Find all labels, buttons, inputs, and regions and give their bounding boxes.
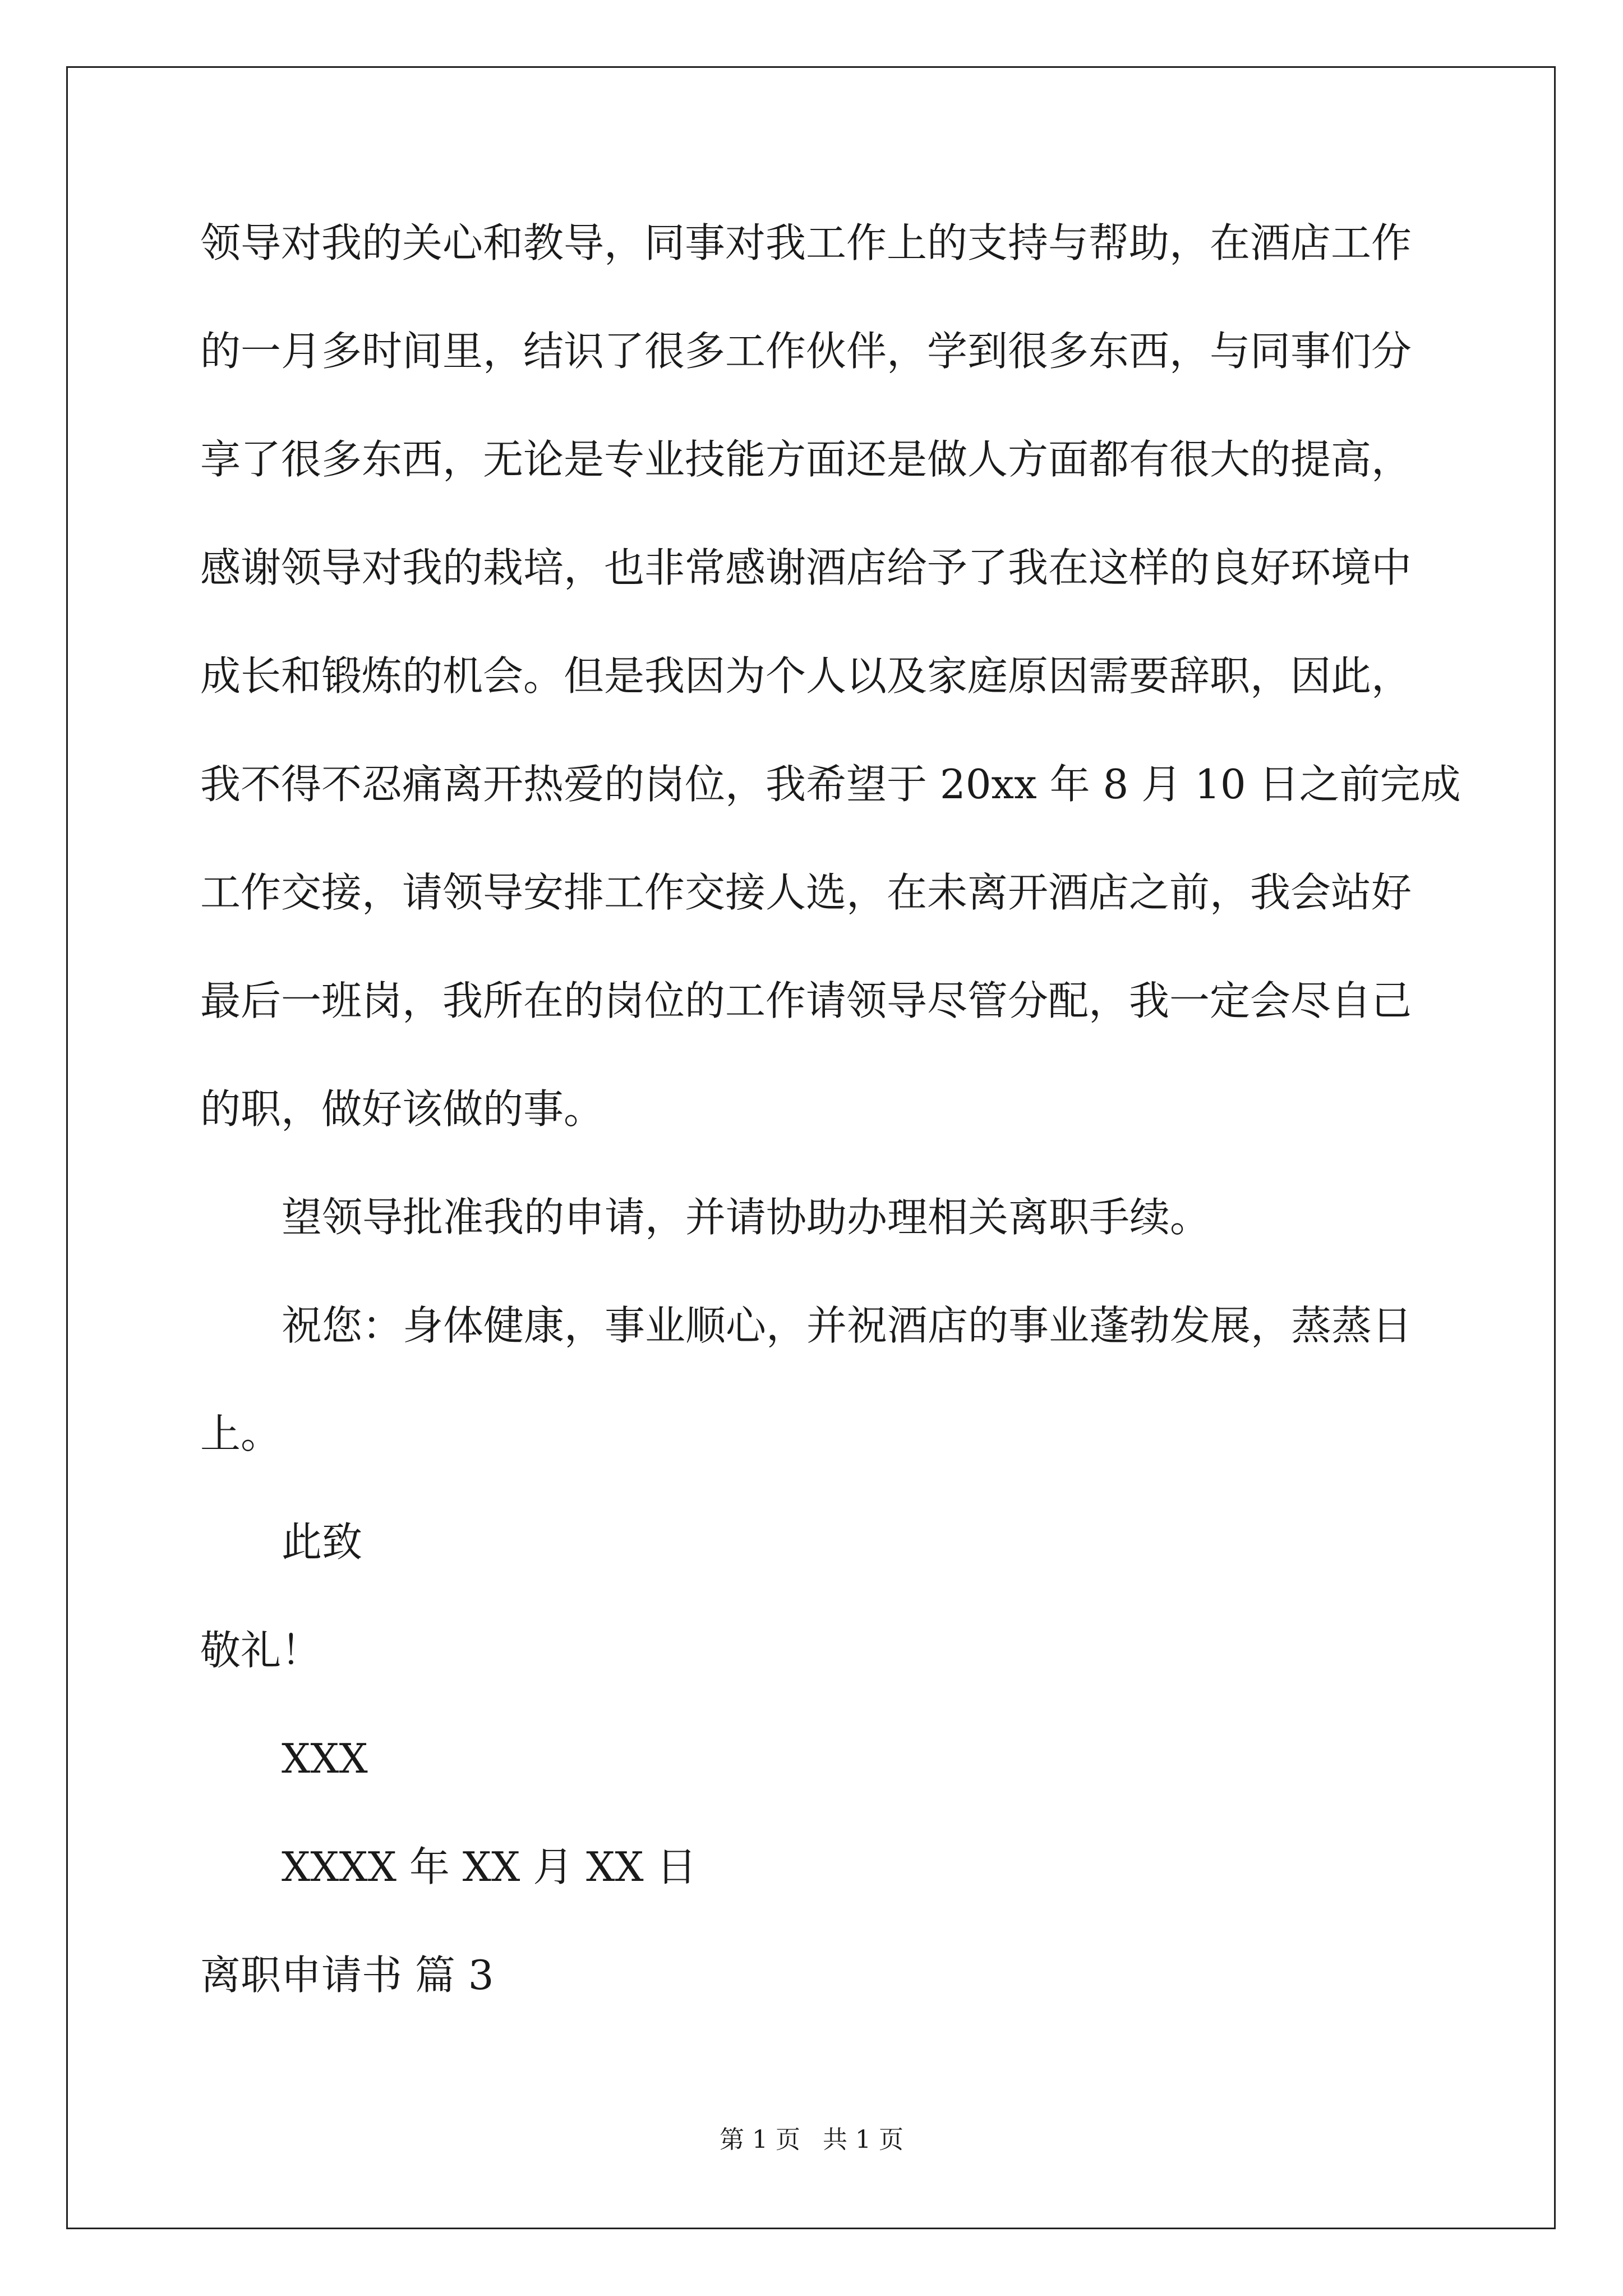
body-line: 工作交接，请领导安排工作交接人选，在未离开酒店之前，我会站好 bbox=[200, 869, 1412, 916]
request-paragraph: 望领导批准我的申请，并请协助办理相关离职手续。 bbox=[282, 1194, 1211, 1241]
salute-phrase: 敬礼！ bbox=[200, 1627, 322, 1674]
letter-date: XXXX 年 XX 月 XX 日 bbox=[282, 1843, 697, 1890]
signature: XXX bbox=[282, 1735, 368, 1782]
next-section-heading: 离职申请书 篇 3 bbox=[200, 1952, 494, 1999]
closing-phrase: 此致 bbox=[282, 1519, 363, 1566]
page-footer bbox=[0, 2123, 1623, 2157]
body-line: 的一月多时间里，结识了很多工作伙伴，学到很多东西，与同事们分 bbox=[200, 328, 1412, 375]
body-line: 的职，做好该做的事。 bbox=[200, 1085, 605, 1133]
wish-line: 祝您：身体健康，事业顺心，并祝酒店的事业蓬勃发展，蒸蒸日 bbox=[282, 1302, 1413, 1349]
page-number: 第 1 页 bbox=[720, 2125, 800, 2154]
letter-body bbox=[200, 216, 1461, 2056]
body-paragraph bbox=[200, 216, 1461, 1136]
body-line: 最后一班岗，我所在的岗位的工作请领导尽管分配，我一定会尽自己 bbox=[200, 977, 1412, 1024]
wish-line: 上。 bbox=[200, 1410, 282, 1457]
body-line: 我不得不忍痛离开热爱的岗位，我希望于 20xx 年 8 月 10 日之前完成 bbox=[200, 761, 1461, 808]
wish-paragraph bbox=[200, 1299, 1423, 1461]
body-line: 成长和锻炼的机会。但是我因为个人以及家庭原因需要辞职，因此， bbox=[200, 652, 1412, 700]
body-line: 领导对我的关心和教导，同事对我工作上的支持与帮助，在酒店工作 bbox=[200, 219, 1412, 266]
page-total: 共 1 页 bbox=[823, 2125, 903, 2154]
body-line: 感谢领导对我的栽培，也非常感谢酒店给予了我在这样的良好环境中 bbox=[200, 544, 1412, 591]
body-line: 享了很多东西，无论是专业技能方面还是做人方面都有很大的提高， bbox=[200, 436, 1412, 483]
